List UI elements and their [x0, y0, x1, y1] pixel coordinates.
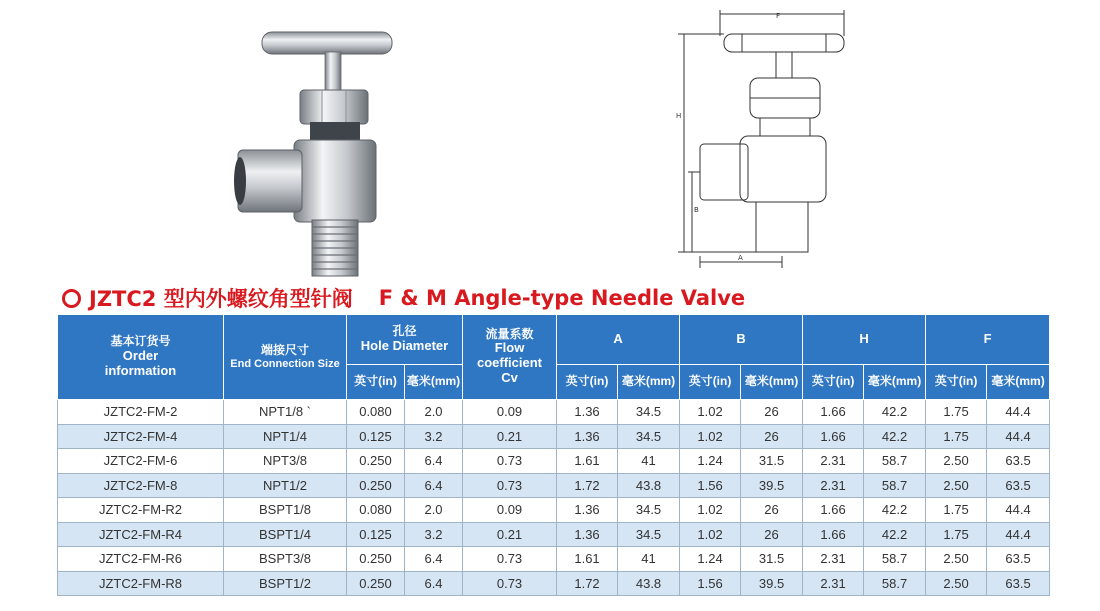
table-cell: 34.5	[618, 522, 680, 547]
table-cell: 2.31	[803, 449, 864, 474]
table-cell: 1.72	[557, 571, 618, 596]
table-cell: 2.0	[405, 400, 463, 425]
table-cell: 2.31	[803, 473, 864, 498]
table-row	[58, 571, 1050, 596]
table-cell: 0.73	[463, 571, 557, 596]
table-cell: 6.4	[405, 547, 463, 572]
table-cell: 44.4	[987, 522, 1050, 547]
table-cell: 6.4	[405, 473, 463, 498]
table-cell: 2.31	[803, 571, 864, 596]
unit-b-mm: 毫米(mm)	[741, 365, 803, 400]
header-order: 基本订货号 Order information	[58, 315, 224, 400]
table-cell: 0.21	[463, 522, 557, 547]
table-cell: BSPT1/8	[224, 498, 347, 523]
heading-en: F & M Angle-type Needle Valve	[378, 286, 746, 310]
table-cell: 0.250	[347, 473, 405, 498]
table-cell: 44.4	[987, 400, 1050, 425]
table-cell: 42.2	[864, 498, 926, 523]
table-cell: 1.66	[803, 400, 864, 425]
table-cell: JZTC2-FM-R8	[58, 571, 224, 596]
table-cell: 39.5	[741, 473, 803, 498]
table-row	[58, 498, 1050, 523]
table-cell: 1.56	[680, 473, 741, 498]
table-cell: 1.36	[557, 522, 618, 547]
unit-b-inch: 英寸(in)	[680, 365, 741, 400]
table-cell: 2.50	[926, 449, 987, 474]
spec-table-body	[58, 400, 1050, 596]
table-cell: 58.7	[864, 473, 926, 498]
table-cell: 26	[741, 400, 803, 425]
table-cell: 0.73	[463, 473, 557, 498]
product-heading	[62, 283, 745, 313]
header-hole-diameter: 孔径 Hole Diameter	[347, 315, 463, 365]
table-cell: 0.250	[347, 571, 405, 596]
table-cell: 26	[741, 498, 803, 523]
header-end-connection: 端接尺寸 End Connection Size	[224, 315, 347, 400]
table-cell: 63.5	[987, 449, 1050, 474]
table-cell: 44.4	[987, 498, 1050, 523]
table-cell: 1.02	[680, 522, 741, 547]
table-row	[58, 547, 1050, 572]
table-cell: 1.61	[557, 547, 618, 572]
header-flow-coefficient: 流量系数 Flow coefficient Cv	[463, 315, 557, 400]
dim-a-label: A	[738, 254, 743, 262]
dim-h-label: H	[676, 112, 682, 120]
table-cell: 1.66	[803, 498, 864, 523]
unit-h-mm: 毫米(mm)	[864, 365, 926, 400]
table-cell: 63.5	[987, 473, 1050, 498]
table-cell: NPT1/8 `	[224, 400, 347, 425]
table-cell: JZTC2-FM-4	[58, 424, 224, 449]
table-cell: 3.2	[405, 522, 463, 547]
table-cell: 26	[741, 424, 803, 449]
table-cell: 34.5	[618, 424, 680, 449]
unit-hole-inch: 英寸(in)	[347, 365, 405, 400]
header-b: B	[680, 315, 803, 365]
circle-bullet-icon	[62, 289, 81, 308]
dim-f-label: F	[776, 12, 781, 20]
unit-h-inch: 英寸(in)	[803, 365, 864, 400]
table-cell: 1.36	[557, 400, 618, 425]
unit-hole-mm: 毫米(mm)	[405, 365, 463, 400]
table-cell: BSPT1/4	[224, 522, 347, 547]
table-cell: 31.5	[741, 547, 803, 572]
table-cell: 0.09	[463, 400, 557, 425]
table-cell: 41	[618, 449, 680, 474]
table-cell: 1.36	[557, 498, 618, 523]
table-cell: 0.125	[347, 424, 405, 449]
table-cell: NPT1/4	[224, 424, 347, 449]
table-cell: NPT1/2	[224, 473, 347, 498]
table-cell: 1.66	[803, 522, 864, 547]
table-row	[58, 449, 1050, 474]
table-cell: JZTC2-FM-R6	[58, 547, 224, 572]
valve-dimension-drawing	[664, 6, 864, 272]
table-cell: 58.7	[864, 571, 926, 596]
table-cell: 58.7	[864, 547, 926, 572]
table-cell: 1.56	[680, 571, 741, 596]
table-cell: 1.61	[557, 449, 618, 474]
table-cell: BSPT3/8	[224, 547, 347, 572]
table-cell: 39.5	[741, 571, 803, 596]
table-cell: 26	[741, 522, 803, 547]
table-cell: 2.31	[803, 547, 864, 572]
table-cell: 42.2	[864, 522, 926, 547]
table-cell: 43.8	[618, 473, 680, 498]
table-cell: 1.24	[680, 449, 741, 474]
table-cell: 6.4	[405, 571, 463, 596]
table-cell: 2.50	[926, 547, 987, 572]
heading-cn: JZTC2 型内外螺纹角型针阀	[89, 287, 353, 311]
table-cell: 0.250	[347, 547, 405, 572]
table-cell: 0.73	[463, 547, 557, 572]
unit-f-inch: 英寸(in)	[926, 365, 987, 400]
table-cell: 0.09	[463, 498, 557, 523]
table-cell: 44.4	[987, 424, 1050, 449]
table-cell: 42.2	[864, 400, 926, 425]
table-cell: 6.4	[405, 449, 463, 474]
table-row	[58, 424, 1050, 449]
table-cell: 2.50	[926, 571, 987, 596]
table-cell: 31.5	[741, 449, 803, 474]
table-cell: JZTC2-FM-R4	[58, 522, 224, 547]
unit-a-inch: 英寸(in)	[557, 365, 618, 400]
table-cell: 1.36	[557, 424, 618, 449]
header-h: H	[803, 315, 926, 365]
table-cell: 2.0	[405, 498, 463, 523]
table-cell: 0.73	[463, 449, 557, 474]
table-cell: 63.5	[987, 547, 1050, 572]
table-row	[58, 522, 1050, 547]
valve-photo	[230, 22, 400, 284]
table-cell: 41	[618, 547, 680, 572]
table-cell: 1.66	[803, 424, 864, 449]
table-cell: 43.8	[618, 571, 680, 596]
table-cell: 1.72	[557, 473, 618, 498]
table-cell: 0.080	[347, 498, 405, 523]
header-a: A	[557, 315, 680, 365]
table-cell: JZTC2-FM-R2	[58, 498, 224, 523]
table-cell: 58.7	[864, 449, 926, 474]
table-cell: 1.75	[926, 498, 987, 523]
table-cell: 0.080	[347, 400, 405, 425]
header-f: F	[926, 315, 1050, 365]
table-cell: 1.02	[680, 498, 741, 523]
table-cell: 1.02	[680, 424, 741, 449]
table-cell: 1.75	[926, 522, 987, 547]
table-cell: 0.125	[347, 522, 405, 547]
table-cell: 63.5	[987, 571, 1050, 596]
table-cell: NPT3/8	[224, 449, 347, 474]
table-cell: 34.5	[618, 498, 680, 523]
table-cell: 1.75	[926, 424, 987, 449]
table-cell: 2.50	[926, 473, 987, 498]
table-cell: 42.2	[864, 424, 926, 449]
table-cell: JZTC2-FM-2	[58, 400, 224, 425]
dim-b-label: B	[694, 206, 699, 214]
table-cell: 1.24	[680, 547, 741, 572]
table-cell: 34.5	[618, 400, 680, 425]
table-cell: 3.2	[405, 424, 463, 449]
spec-table	[57, 314, 1050, 596]
table-cell: BSPT1/2	[224, 571, 347, 596]
table-cell: JZTC2-FM-8	[58, 473, 224, 498]
unit-a-mm: 毫米(mm)	[618, 365, 680, 400]
table-cell: JZTC2-FM-6	[58, 449, 224, 474]
unit-f-mm: 毫米(mm)	[987, 365, 1050, 400]
table-cell: 0.250	[347, 449, 405, 474]
table-row	[58, 400, 1050, 425]
table-cell: 0.21	[463, 424, 557, 449]
table-cell: 1.02	[680, 400, 741, 425]
table-row	[58, 473, 1050, 498]
table-cell: 1.75	[926, 400, 987, 425]
